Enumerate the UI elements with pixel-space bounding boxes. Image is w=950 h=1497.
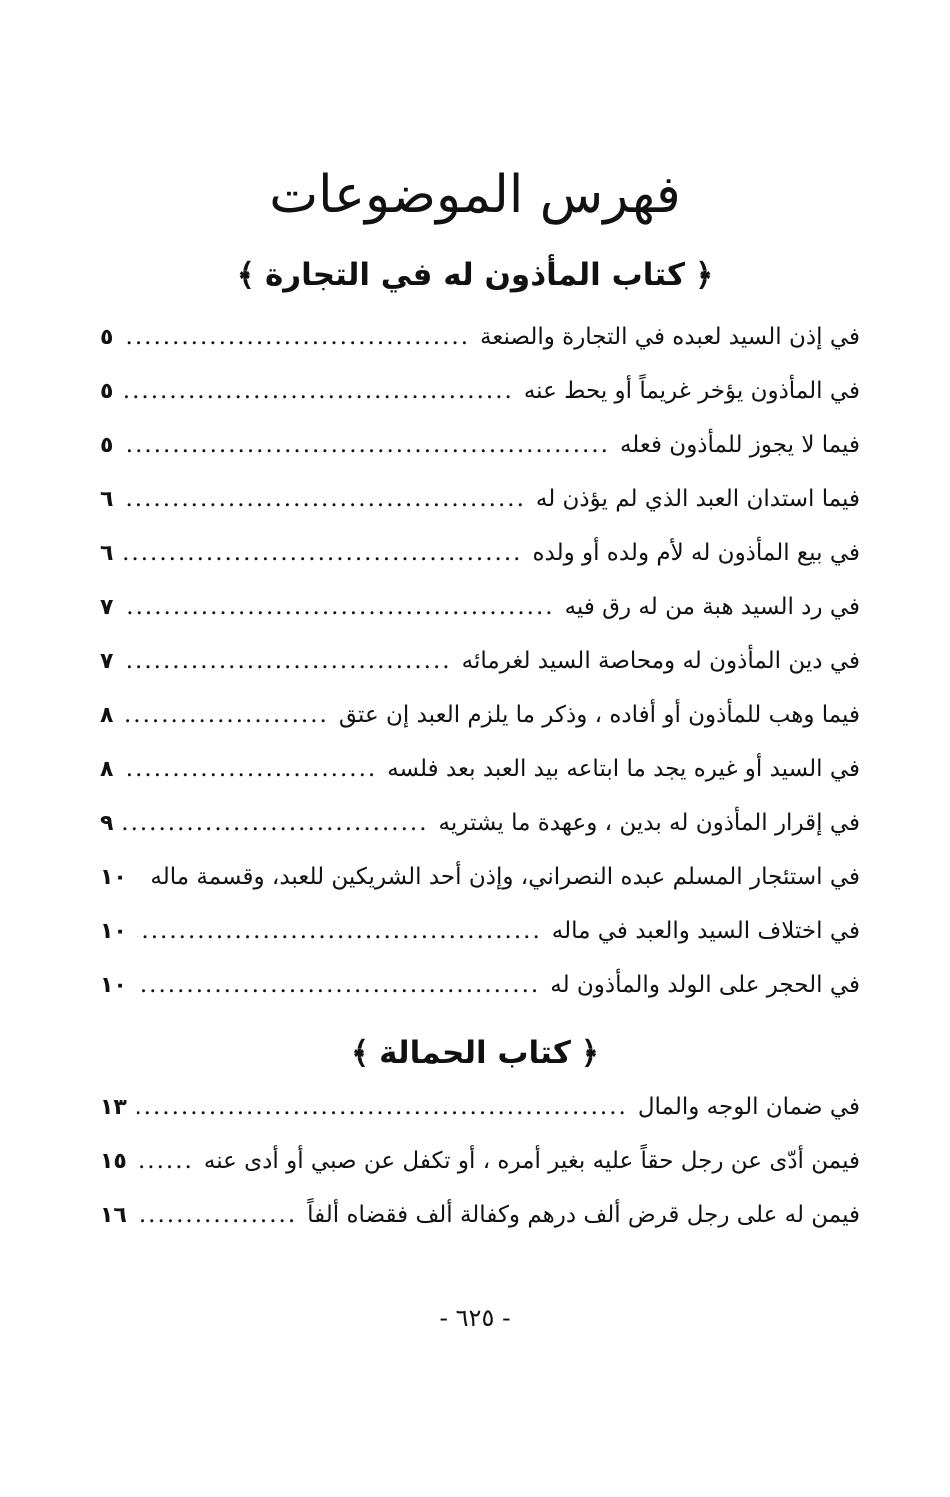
entry-title: في السيد أو غيره يجد ما ابتاعه بيد العبد بعد فلسه — [387, 756, 860, 782]
dot-leader — [123, 526, 522, 580]
toc-entry[interactable] — [100, 580, 860, 634]
toc-entry[interactable] — [100, 634, 860, 688]
entry-page-number: ١٥ — [100, 1149, 127, 1174]
toc-entry[interactable] — [100, 850, 860, 904]
entry-page-number: ٧ — [100, 595, 114, 620]
toc-entry[interactable] — [100, 364, 860, 418]
toc-entry[interactable] — [100, 688, 860, 742]
entry-title: فيما وهب للمأذون أو أفاده ، وذكر ما يلزم العبد إن عتق — [338, 702, 860, 728]
dot-leader — [123, 472, 525, 526]
toc-entry[interactable] — [100, 310, 860, 364]
ornate-bracket-close: ﴾ — [236, 257, 255, 293]
entry-title: في دين المأذون له ومحاصة السيد لغرمائه — [461, 648, 860, 674]
entry-page-number: ١٣ — [100, 1095, 127, 1120]
dot-leader — [137, 1188, 297, 1242]
entry-page-number: ٩ — [100, 811, 114, 836]
entry-title: فيمن أدّى عن رجل حقاً عليه بغير أمره ، أو تكفل عن صبي أو أدى عنه — [203, 1148, 860, 1174]
page-title: فهرس الموضوعات — [269, 165, 681, 225]
entry-title: في إذن السيد لعبده في التجارة والصنعة — [480, 324, 860, 350]
section-heading-hamala — [0, 1028, 950, 1078]
toc-entry[interactable] — [100, 742, 860, 796]
entry-title: في المأذون يؤخر غريماً أو يحط عنه — [523, 378, 860, 404]
toc-entry[interactable] — [100, 472, 860, 526]
ornate-bracket-open: ﴿ — [580, 1035, 600, 1071]
toc-list-mathun — [100, 310, 860, 1012]
toc-list-hamala — [100, 1080, 860, 1242]
dot-leader — [123, 310, 470, 364]
section-heading-text: كتاب المأذون له في التجارة — [264, 257, 686, 293]
entry-page-number: ١٠ — [100, 973, 127, 998]
dot-leader — [123, 742, 377, 796]
entry-title: في رد السيد هبة من له رق فيه — [564, 594, 860, 620]
dot-leader — [123, 364, 513, 418]
ornate-bracket-open: ﴿ — [695, 257, 714, 293]
section-heading-mathun — [0, 250, 950, 300]
dot-leader — [123, 580, 554, 634]
entry-title: في الحجر على الولد والمأذون له — [550, 972, 860, 998]
dot-leader — [123, 634, 451, 688]
toc-entry[interactable] — [100, 904, 860, 958]
toc-entry[interactable] — [100, 418, 860, 472]
dot-leader — [137, 1134, 194, 1188]
entry-page-number: ٥ — [100, 325, 114, 350]
entry-title: في ضمان الوجه والمال — [637, 1094, 860, 1120]
dot-leader — [123, 796, 428, 850]
entry-page-number: ١٠ — [100, 919, 127, 944]
entry-title: في اختلاف السيد والعبد في ماله — [551, 918, 860, 944]
entry-page-number: ١٠ — [100, 865, 127, 890]
entry-page-number: ٧ — [100, 649, 114, 674]
dot-leader — [137, 1080, 628, 1134]
entry-page-number: ٥ — [100, 433, 114, 458]
entry-page-number: ٥ — [100, 379, 114, 404]
ornate-bracket-close: ﴾ — [350, 1035, 370, 1071]
page-folio-number: - ٦٢٥ - — [439, 1304, 511, 1332]
dot-leader — [137, 850, 141, 904]
toc-entry[interactable] — [100, 1080, 860, 1134]
dot-leader — [137, 904, 542, 958]
toc-entry[interactable] — [100, 1188, 860, 1242]
entry-page-number: ٦ — [100, 487, 114, 512]
toc-entry[interactable] — [100, 958, 860, 1012]
dot-leader — [137, 958, 540, 1012]
entry-title: فيما لا يجوز للمأذون فعله — [619, 432, 860, 458]
entry-page-number: ٨ — [100, 703, 114, 728]
section-heading-text: كتاب الحمالة — [379, 1035, 571, 1071]
dot-leader — [123, 418, 610, 472]
toc-entry[interactable] — [100, 796, 860, 850]
entry-title: في استئجار المسلم عبده النصراني، وإذن أحد الشريكين للعبد، وقسمة ماله — [150, 864, 860, 890]
entry-title: في إقرار المأذون له بدين ، وعهدة ما يشتريه — [438, 810, 860, 836]
entry-title: فيمن له على رجل قرض ألف درهم وكفالة ألف فقضاه ألفاً — [307, 1202, 860, 1228]
entry-title: في بيع المأذون له لأم ولده أو ولده — [532, 540, 860, 566]
toc-entry[interactable] — [100, 1134, 860, 1188]
entry-page-number: ١٦ — [100, 1203, 127, 1228]
dot-leader — [123, 688, 328, 742]
entry-title: فيما استدان العبد الذي لم يؤذن له — [535, 486, 860, 512]
entry-page-number: ٦ — [100, 541, 114, 566]
entry-page-number: ٨ — [100, 757, 114, 782]
toc-entry[interactable] — [100, 526, 860, 580]
